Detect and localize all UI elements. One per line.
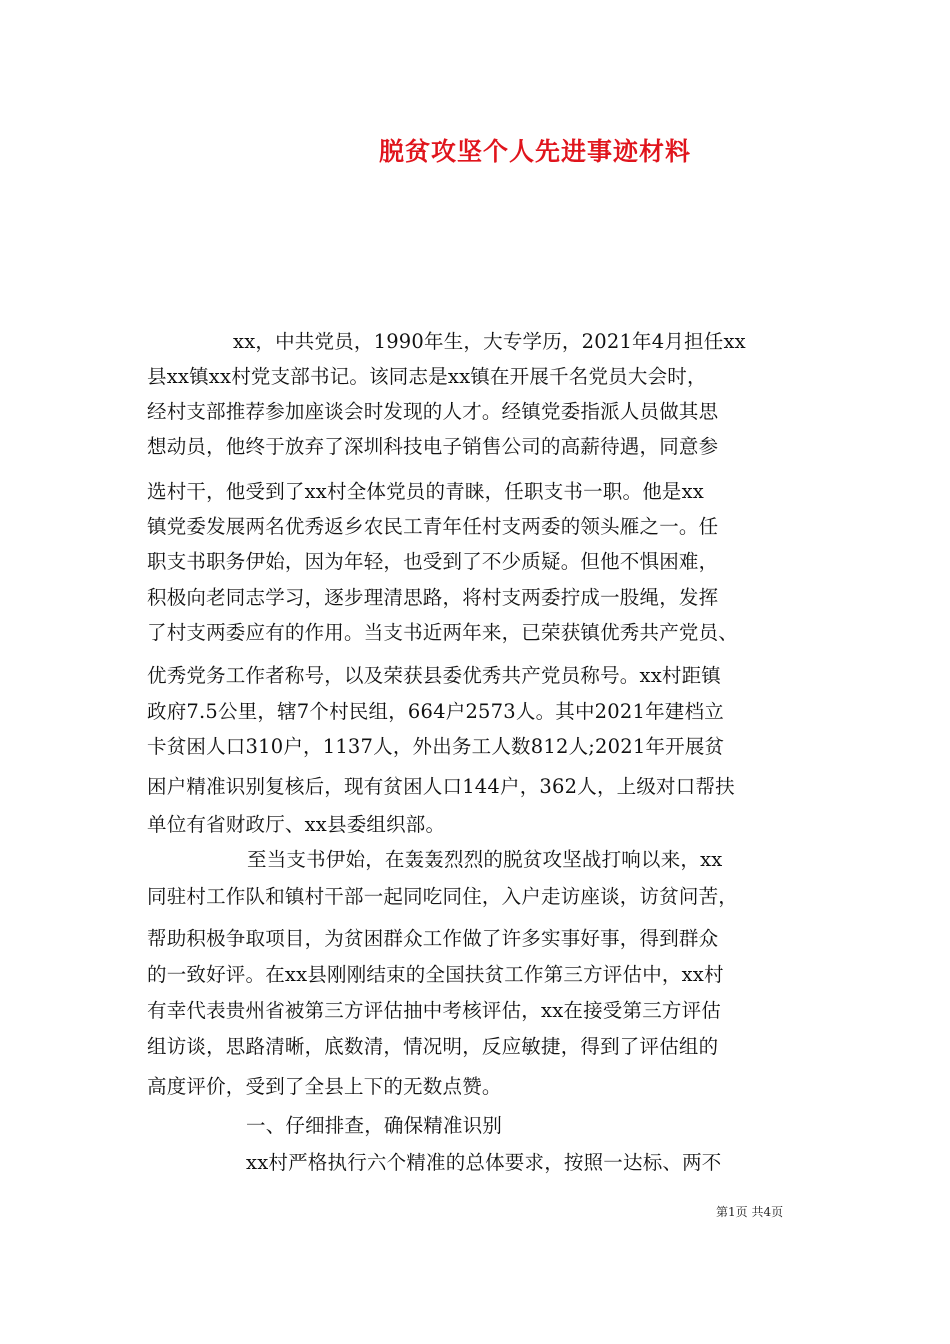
paragraph-line: 有幸代表贵州省被第三方评估抽中考核评估，xx在接受第三方评估	[147, 999, 721, 1022]
paragraph-line: 选村干，他受到了xx村全体党员的青睐，任职支书一职。他是xx	[147, 480, 704, 503]
paragraph-line: 政府7.5公里，辖7个村民组，664户2573人。其中2021年建档立	[147, 700, 724, 723]
paragraph-line: 职支书职务伊始，因为年轻，也受到了不少质疑。但他不惧困难，	[147, 550, 719, 573]
paragraph-line: 单位有省财政厅、xx县委组织部。	[147, 813, 446, 836]
paragraph-line: 镇党委发展两名优秀返乡农民工青年任村支两委的领头雁之一。任	[147, 515, 719, 538]
paragraph-line: 的一致好评。在xx县刚刚结束的全国扶贫工作第三方评估中，xx村	[147, 963, 724, 986]
document-title: 脱贫攻坚个人先进事迹材料	[378, 137, 691, 166]
paragraph-line: 同驻村工作队和镇村干部一起同吃同住，入户走访座谈，访贫问苦，	[147, 885, 739, 908]
paragraph-line: 高度评价，受到了全县上下的无数点赞。	[147, 1075, 502, 1098]
section-heading: 一、仔细排查，确保精准识别	[246, 1114, 503, 1137]
paragraph-line: 县xx镇xx村党支部书记。该同志是xx镇在开展千名党员大会时，	[147, 365, 707, 388]
paragraph-line: 帮助积极争取项目，为贫困群众工作做了许多实事好事，得到群众	[147, 927, 719, 950]
paragraph-line: 组访谈，思路清晰，底数清，情况明，反应敏捷，得到了评估组的	[147, 1035, 719, 1058]
paragraph-line: 了村支两委应有的作用。当支书近两年来，已荣获镇优秀共产党员、	[147, 621, 739, 644]
paragraph-line: 想动员，他终于放弃了深圳科技电子销售公司的高薪待遇，同意参	[147, 435, 719, 458]
paragraph-line: 至当支书伊始，在轰轰烈烈的脱贫攻坚战打响以来，xx	[247, 848, 723, 871]
paragraph-line: xx村严格执行六个精准的总体要求，按照一达标、两不	[246, 1151, 722, 1174]
paragraph-line: 困户精准识别复核后，现有贫困人口144户，362人，上级对口帮扶	[147, 775, 735, 798]
paragraph-line: 积极向老同志学习，逐步理清思路，将村支两委拧成一股绳，发挥	[147, 586, 719, 609]
paragraph-line: 经村支部推荐参加座谈会时发现的人才。经镇党委指派人员做其思	[147, 400, 719, 423]
paragraph-line: 卡贫困人口310户，1137人，外出务工人数812人;2021年开展贫	[147, 735, 725, 758]
paragraph-line: 优秀党务工作者称号，以及荣获县委优秀共产党员称号。xx村距镇	[147, 664, 721, 687]
paragraph-line: xx，中共党员，1990年生，大专学历，2021年4月担任xx	[233, 330, 746, 353]
page-number-footer: 第1页 共4页	[716, 1205, 784, 1219]
